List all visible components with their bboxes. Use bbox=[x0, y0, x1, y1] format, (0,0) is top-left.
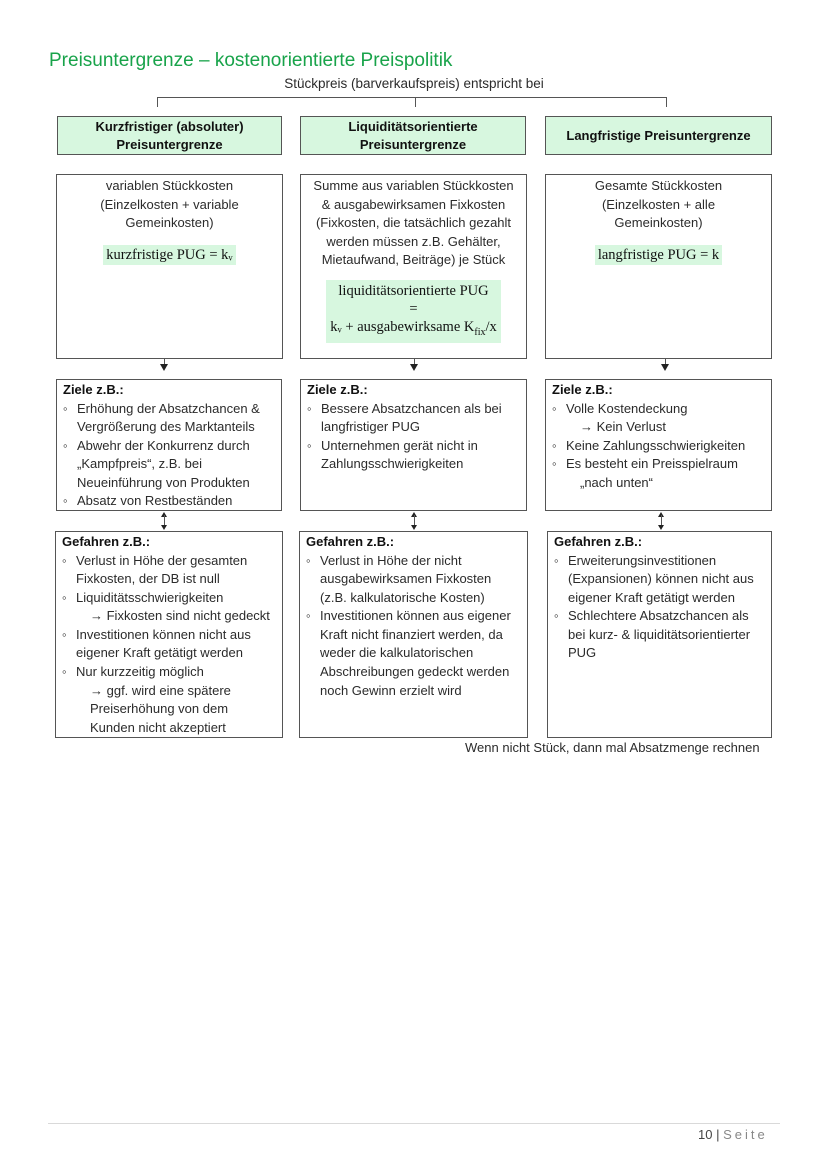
list-item: ◦ Investitionen können aus eigener Kraft nicht finanziert werden, da weder die kalkulatorischen Abschreibungen gedeckt werden noch Gewinn erzielt wird bbox=[306, 607, 521, 700]
arrow-down-icon bbox=[161, 525, 167, 530]
formula-liquiditaetsorientiert: liquiditätsorientierte PUG = kᵥ + ausgabewirksame $K_{fix}/x$ bbox=[326, 280, 501, 344]
arrow-down-icon bbox=[160, 364, 168, 371]
list-item: ◦ Es besteht ein Preisspielraum „nach unten“ bbox=[552, 455, 765, 492]
arrow-down-icon bbox=[658, 525, 664, 530]
gefahren-title: Gefahren z.B.: bbox=[306, 534, 395, 549]
list-item: ◦ Bessere Absatzchancen als bei langfristiger PUG bbox=[307, 400, 520, 437]
definition-line: werden müssen z.B. Gehälter, bbox=[326, 233, 501, 249]
bracket-horizontal bbox=[157, 97, 667, 98]
footer-divider bbox=[48, 1123, 780, 1124]
list-item: ◦ Absatz von Restbeständen bbox=[63, 492, 275, 511]
gefahren-liquiditaetsorientiert bbox=[299, 531, 528, 738]
definition-line: Gemeinkosten) bbox=[614, 215, 703, 230]
list-item: ◦ Abwehr der Konkurrenz durch „Kampfpreis“, z.B. bei Neueinführung von Produkten bbox=[63, 437, 275, 493]
list-item: ◦ Investitionen können nicht aus eigener Kraft getätigt werden bbox=[62, 626, 276, 663]
list-item: ◦ Liquiditätsschwierigkeiten → Fixkosten sind nicht gedeckt bbox=[62, 589, 276, 626]
page-footer bbox=[698, 1127, 768, 1142]
gefahren-kurzfristig bbox=[55, 531, 283, 738]
definition-line: variablen Stückkosten bbox=[105, 178, 234, 193]
bracket-left-tick bbox=[157, 97, 158, 107]
page-title: Preisuntergrenze – kostenorientierte Preispolitik bbox=[49, 50, 453, 71]
definition-line: Mietaufwand, Beiträge) je Stück bbox=[321, 252, 506, 267]
note-text: Wenn nicht Stück, dann mal Absatzmenge rechnen bbox=[465, 740, 760, 755]
gefahren-title: Gefahren z.B.: bbox=[554, 534, 643, 549]
list-item: ◦ Verlust in Höhe der nicht ausgabewirksamen Fixkosten (z.B. kalkulatorische Kosten) bbox=[306, 552, 521, 608]
list-item: ◦ Erweiterungsinvestitionen (Expansionen) können nicht aus eigener Kraft getätigt werden bbox=[554, 552, 765, 608]
definition-langfristig bbox=[545, 174, 772, 359]
ziele-kurzfristig bbox=[56, 379, 282, 511]
definition-liquiditaetsorientiert bbox=[300, 174, 527, 359]
list-item: ◦ Verlust in Höhe der gesamten Fixkosten, der DB ist null bbox=[62, 552, 276, 589]
header-langfristig: Langfristige Preisuntergrenze bbox=[545, 116, 772, 155]
ziele-liquiditaetsorientiert bbox=[300, 379, 527, 511]
header-kurzfristig: Kurzfristiger (absoluter) Preisuntergrenze bbox=[57, 116, 282, 155]
definition-line: Gesamte Stückkosten bbox=[594, 178, 723, 193]
bracket-right-tick bbox=[666, 97, 667, 107]
footer-separator: | bbox=[716, 1127, 720, 1142]
formula-langfristig: langfristige PUG = k bbox=[595, 245, 722, 266]
definition-line: Summe aus variablen Stückkosten bbox=[313, 178, 514, 193]
gefahren-langfristig bbox=[547, 531, 772, 738]
definition-line: (Fixkosten, die tatsächlich gezahlt bbox=[315, 215, 512, 230]
list-item: ◦ Unternehmen gerät nicht in Zahlungsschwierigkeiten bbox=[307, 437, 520, 474]
definition-line: Gemeinkosten) bbox=[125, 215, 214, 230]
formula-kurzfristig: kurzfristige PUG = kᵥ bbox=[103, 245, 235, 266]
page-number: 10 bbox=[698, 1127, 713, 1142]
ziele-title: Ziele z.B.: bbox=[307, 382, 368, 397]
arrow-down-icon bbox=[410, 364, 418, 371]
header-liquiditaetsorientiert: Liquiditätsorientierte Preisuntergrenze bbox=[300, 116, 526, 155]
diagram-root-label: Stückpreis (barverkaufspreis) entspricht bei bbox=[284, 76, 544, 91]
definition-kurzfristig bbox=[56, 174, 283, 359]
gefahren-title: Gefahren z.B.: bbox=[62, 534, 151, 549]
arrow-down-icon bbox=[411, 525, 417, 530]
list-item: ◦ Schlechtere Absatzchancen als bei kurz- & liquiditätsorientierter PUG bbox=[554, 607, 765, 663]
ziele-title: Ziele z.B.: bbox=[552, 382, 613, 397]
list-item: ◦ Volle Kostendeckung → Kein Verlust bbox=[552, 400, 765, 437]
definition-line: & ausgabewirksamen Fixkosten bbox=[321, 196, 506, 212]
list-item: ◦ Nur kurzzeitig möglich → ggf. wird eine spätere Preiserhöhung von dem Kunden nicht akzeptiert bbox=[62, 663, 276, 737]
bracket-mid-tick bbox=[415, 97, 416, 107]
footer-label: Seite bbox=[723, 1127, 768, 1142]
arrow-down-icon bbox=[661, 364, 669, 371]
ziele-title: Ziele z.B.: bbox=[63, 382, 124, 397]
ziele-langfristig bbox=[545, 379, 772, 511]
definition-line: (Einzelkosten + alle bbox=[601, 196, 716, 212]
list-item: ◦ Erhöhung der Absatzchancen & Vergrößerung des Marktanteils bbox=[63, 400, 275, 437]
list-item: ◦ Keine Zahlungsschwierigkeiten bbox=[552, 437, 765, 456]
definition-line: (Einzelkosten + variable bbox=[100, 196, 239, 212]
